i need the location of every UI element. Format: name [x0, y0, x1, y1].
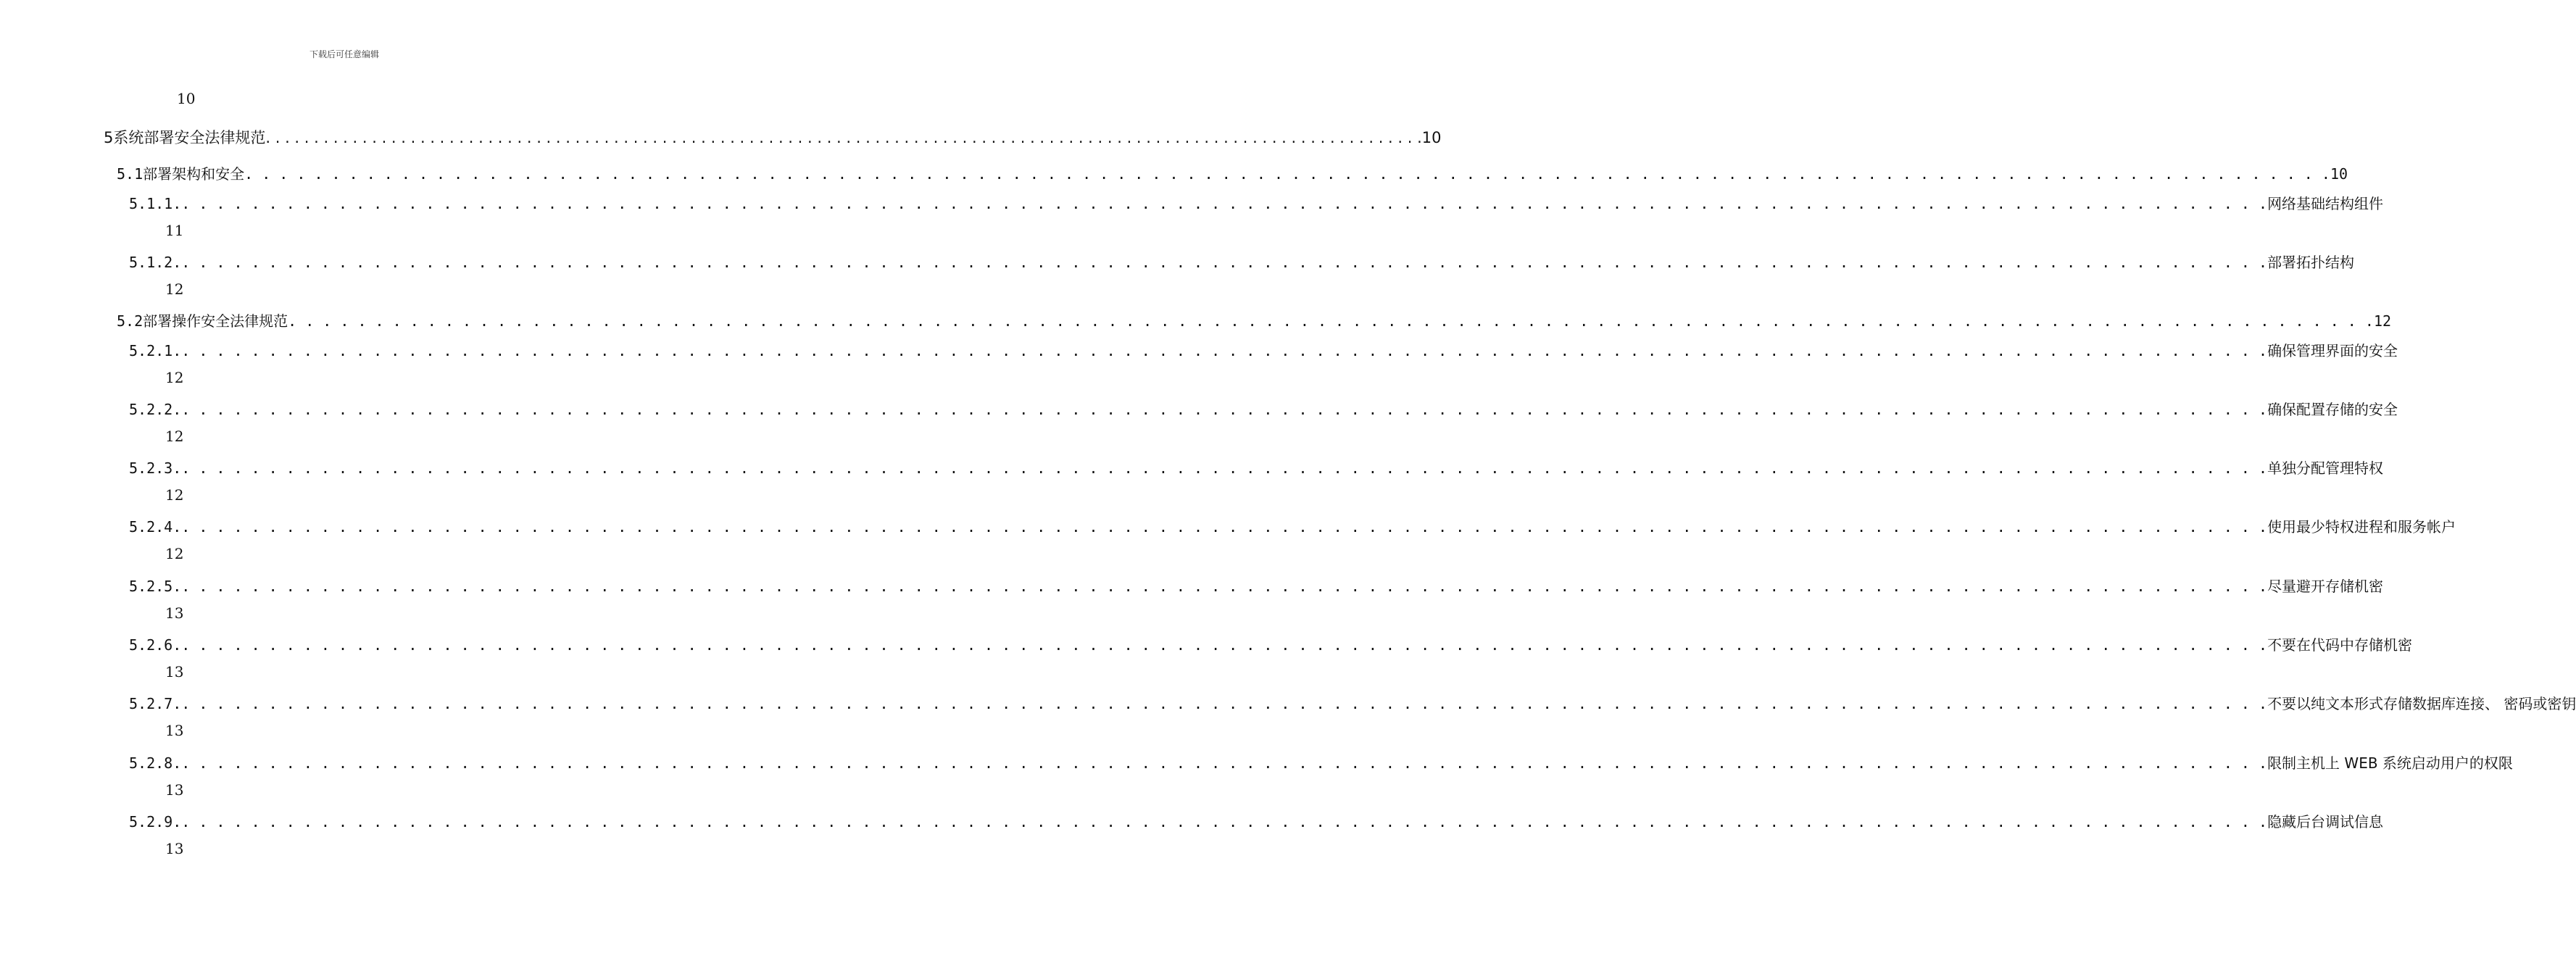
toc-entry-title: 隐藏后台调试信息	[2267, 813, 2384, 831]
toc-entry-title: 部署操作安全法律规范	[143, 312, 288, 330]
toc-entry-page: 12	[2373, 312, 2392, 330]
toc-entry-page: 10	[2330, 165, 2348, 183]
toc-entry-number: 5.2.9.	[129, 813, 182, 831]
toc-entry-page: 13	[165, 722, 184, 739]
toc-entry-5-1-2[interactable]	[129, 251, 2355, 272]
toc-leader-dots: . . . . . . . . . . . . . . . . . . . . . . . . . . . . . . . . . . . . . . . . . . . . . . . . . . . . . . . . . . . . . . . . . . . . . . . . . . . . . . . . . . . . . . . . . . . . . . . . . . . . . . . . . . . . . . . . . . . . . . . .	[181, 459, 2268, 477]
toc-leader-dots: . . . . . . . . . . . . . . . . . . . . . . . . . . . . . . . . . . . . . . . . . . . . . . . . . . . . . . . . . . . . . . . . . . . . . . . . . . . . . . . . . . . . . . . . . . . . . . . . . . . . . . . . . . . . . . . . . . . . . . . .	[244, 165, 2330, 183]
toc-leader-dots: . . . . . . . . . . . . . . . . . . . . . . . . . . . . . . . . . . . . . . . . . . . . . . . . . . . . . . . . . . . . . . . . . . . . . . . . . . . . . . . . . . . . . . . . . . . . . . . . . . . . . . . . . . . . . . . . . . . . . . . .	[265, 129, 1422, 146]
toc-entry-5-2-8[interactable]	[129, 752, 2513, 773]
toc-entry-page: 13	[165, 604, 184, 622]
toc-entry-number: 5.2	[117, 312, 144, 330]
toc-entry-title: 限制主机上 WEB 系统启动用户的权限	[2267, 754, 2513, 772]
toc-entry-title: 不要以纯文本形式存储数据库连接、 密码或密钥	[2267, 695, 2576, 712]
toc-entry-5-1-1[interactable]	[129, 192, 2384, 213]
toc-entry-page: 13	[165, 840, 184, 857]
toc-entry-number: 5.2.3.	[129, 459, 182, 477]
toc-entry-title: 单独分配管理特权	[2267, 459, 2384, 477]
toc-entry-page: 12	[165, 280, 184, 298]
toc-entry-5-2-4[interactable]	[129, 515, 2456, 536]
toc-leader-dots: . . . . . . . . . . . . . . . . . . . . . . . . . . . . . . . . . . . . . . . . . . . . . . . . . . . . . . . . . . . . . . . . . . . . . . . . . . . . . . . . . . . . . . . . . . . . . . . . . . . . . . . . . . . . . . . . . . . . . . . .	[181, 342, 2268, 359]
toc-entry-page: 12	[165, 369, 184, 386]
toc-entry-number: 5.1.2.	[129, 254, 182, 271]
toc-entry-page: 12	[165, 428, 184, 445]
toc-entry-5-2-2[interactable]	[129, 398, 2398, 419]
toc-leader-dots: . . . . . . . . . . . . . . . . . . . . . . . . . . . . . . . . . . . . . . . . . . . . . . . . . . . . . . . . . . . . . . . . . . . . . . . . . . . . . . . . . . . . . . . . . . . . . . . . . . . . . . . . . . . . . . . . . . . . . . . .	[181, 195, 2268, 212]
toc-entry-5-2-7[interactable]	[129, 692, 2576, 713]
toc-entry-number: 5.2.8.	[129, 754, 182, 772]
toc-leader-dots: . . . . . . . . . . . . . . . . . . . . . . . . . . . . . . . . . . . . . . . . . . . . . . . . . . . . . . . . . . . . . . . . . . . . . . . . . . . . . . . . . . . . . . . . . . . . . . . . . . . . . . . . . . . . . . . . . . . . . . . .	[181, 813, 2268, 831]
toc-leader-dots: . . . . . . . . . . . . . . . . . . . . . . . . . . . . . . . . . . . . . . . . . . . . . . . . . . . . . . . . . . . . . . . . . . . . . . . . . . . . . . . . . . . . . . . . . . . . . . . . . . . . . . . . . . . . . . . . . . . . . . . .	[181, 401, 2268, 418]
toc-entry-title: 不要在代码中存储机密	[2267, 636, 2413, 654]
toc-entry-5-2-9[interactable]	[129, 810, 2384, 831]
toc-entry-5-2-1[interactable]	[129, 339, 2398, 360]
toc-entry-number: 5.2.4.	[129, 518, 182, 536]
toc-entry-title: 确保管理界面的安全	[2267, 342, 2398, 359]
toc-entry-5-2-5[interactable]	[129, 575, 2384, 596]
toc-page-continuation: 10	[177, 90, 196, 107]
toc-leader-dots: . . . . . . . . . . . . . . . . . . . . . . . . . . . . . . . . . . . . . . . . . . . . . . . . . . . . . . . . . . . . . . . . . . . . . . . . . . . . . . . . . . . . . . . . . . . . . . . . . . . . . . . . . . . . . . . . . . . . . . . .	[181, 254, 2268, 271]
toc-leader-dots: . . . . . . . . . . . . . . . . . . . . . . . . . . . . . . . . . . . . . . . . . . . . . . . . . . . . . . . . . . . . . . . . . . . . . . . . . . . . . . . . . . . . . . . . . . . . . . . . . . . . . . . . . . . . . . . . . . . . . . . .	[181, 518, 2268, 536]
toc-entry-page: 10	[1421, 129, 1442, 146]
toc-leader-dots: . . . . . . . . . . . . . . . . . . . . . . . . . . . . . . . . . . . . . . . . . . . . . . . . . . . . . . . . . . . . . . . . . . . . . . . . . . . . . . . . . . . . . . . . . . . . . . . . . . . . . . . . . . . . . . . . . . . . . . . .	[181, 695, 2268, 712]
toc-leader-dots: . . . . . . . . . . . . . . . . . . . . . . . . . . . . . . . . . . . . . . . . . . . . . . . . . . . . . . . . . . . . . . . . . . . . . . . . . . . . . . . . . . . . . . . . . . . . . . . . . . . . . . . . . . . . . . . . . . . . . . . .	[181, 636, 2268, 654]
toc-entry-title: 确保配置存储的安全	[2267, 401, 2398, 418]
toc-entry-title: 网络基础结构组件	[2267, 195, 2384, 212]
toc-entry-title: 部署架构和安全	[143, 165, 245, 183]
toc-entry-number: 5.2.2.	[129, 401, 182, 418]
toc-leader-dots: . . . . . . . . . . . . . . . . . . . . . . . . . . . . . . . . . . . . . . . . . . . . . . . . . . . . . . . . . . . . . . . . . . . . . . . . . . . . . . . . . . . . . . . . . . . . . . . . . . . . . . . . . . . . . . . . . . . . . . . .	[288, 312, 2374, 330]
toc-entry-number: 5.2.5.	[129, 578, 182, 595]
toc-entry-number: 5	[104, 129, 114, 146]
toc-entry-number: 5.2.1.	[129, 342, 182, 359]
toc-entry-page: 11	[165, 222, 184, 239]
toc-entry-title: 尽量避开存储机密	[2267, 578, 2384, 595]
toc-leader-dots: . . . . . . . . . . . . . . . . . . . . . . . . . . . . . . . . . . . . . . . . . . . . . . . . . . . . . . . . . . . . . . . . . . . . . . . . . . . . . . . . . . . . . . . . . . . . . . . . . . . . . . . . . . . . . . . . . . . . . . . .	[181, 578, 2268, 595]
toc-entry-number: 5.1	[117, 165, 144, 183]
toc-entry-number: 5.2.7.	[129, 695, 182, 712]
page-header: 下载后可任意编辑	[309, 49, 379, 59]
toc-entry-5-2-3[interactable]	[129, 457, 2384, 478]
toc-entry-number: 5.2.6.	[129, 636, 182, 654]
toc-entry-title: 系统部署安全法律规范	[113, 129, 266, 146]
toc-entry-title: 使用最少特权进程和服务帐户	[2267, 518, 2456, 536]
toc-entry-page: 13	[165, 663, 184, 680]
toc-entry-section-5[interactable]	[104, 126, 1442, 148]
toc-entry-5-2[interactable]	[117, 309, 2392, 330]
toc-entry-page: 12	[165, 545, 184, 562]
toc-entry-page: 13	[165, 781, 184, 799]
toc-entry-number: 5.1.1.	[129, 195, 182, 212]
toc-entry-5-1[interactable]	[117, 162, 2348, 183]
toc-entry-page: 12	[165, 486, 184, 504]
toc-entry-5-2-6[interactable]	[129, 633, 2413, 654]
toc-leader-dots: . . . . . . . . . . . . . . . . . . . . . . . . . . . . . . . . . . . . . . . . . . . . . . . . . . . . . . . . . . . . . . . . . . . . . . . . . . . . . . . . . . . . . . . . . . . . . . . . . . . . . . . . . . . . . . . . . . . . . . . .	[181, 754, 2268, 772]
toc-entry-title: 部署拓扑结构	[2267, 254, 2355, 271]
